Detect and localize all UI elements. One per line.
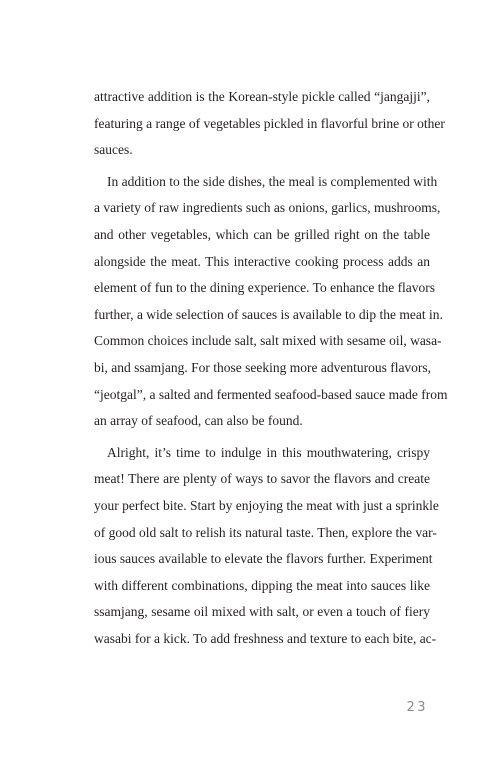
page-number: 23 bbox=[406, 700, 428, 715]
text-line: element of fun to the dining experience. To enhance the flavors bbox=[94, 280, 436, 296]
text-line: attractive addition is the Korean-style pickle called “jangajji”, bbox=[94, 89, 430, 104]
text-line: In addition to the side dishes, the meal is complemented with bbox=[107, 173, 438, 189]
text-line: a variety of raw ingredients such as onions, garlics, mushrooms, bbox=[94, 200, 441, 216]
body-text bbox=[94, 84, 448, 652]
paragraph bbox=[94, 440, 439, 653]
text-line: featuring a range of vegetables pickled in flavorful brine or other bbox=[94, 115, 445, 131]
text-line: Common choices include salt, salt mixed with sesame oil, wasa- bbox=[94, 333, 442, 349]
text-line: and other vegetables, which can be grilled right on the table bbox=[94, 226, 430, 242]
text-line: of good old salt to relish its natural taste. Then, explore the var- bbox=[94, 524, 437, 540]
text-line: an array of seafood, can also be found. bbox=[94, 413, 303, 429]
text-line: sauces. bbox=[94, 142, 133, 158]
text-line: your perfect bite. Start by enjoying the meat with just a sprinkle bbox=[94, 497, 439, 513]
text-line: wasabi for a kick. To add freshness and texture to each bite, ac- bbox=[94, 630, 437, 646]
paragraph bbox=[94, 169, 448, 435]
text-line: meat! There are plenty of ways to savor the flavors and create bbox=[94, 471, 430, 487]
text-line: Alright, it’s time to indulge in this mouthwatering, crispy bbox=[107, 444, 430, 460]
text-line: further, a wide selection of sauces is available to dip the meat in. bbox=[94, 306, 443, 322]
text-line: alongside the meat. This interactive cooking process adds an bbox=[94, 253, 430, 269]
text-line: ssamjang, sesame oil mixed with salt, or even a touch of fiery bbox=[94, 604, 430, 620]
text-line: with different combinations, dipping the meat into sauces like bbox=[94, 577, 430, 593]
paragraph bbox=[94, 84, 445, 164]
text-line: bi, and ssamjang. For those seeking more adventurous flavors, bbox=[94, 359, 432, 375]
text-line: “jeotgal”, a salted and fermented seafood-based sauce made from bbox=[94, 386, 448, 402]
text-line: ious sauces available to elevate the flavors further. Experiment bbox=[94, 551, 433, 567]
